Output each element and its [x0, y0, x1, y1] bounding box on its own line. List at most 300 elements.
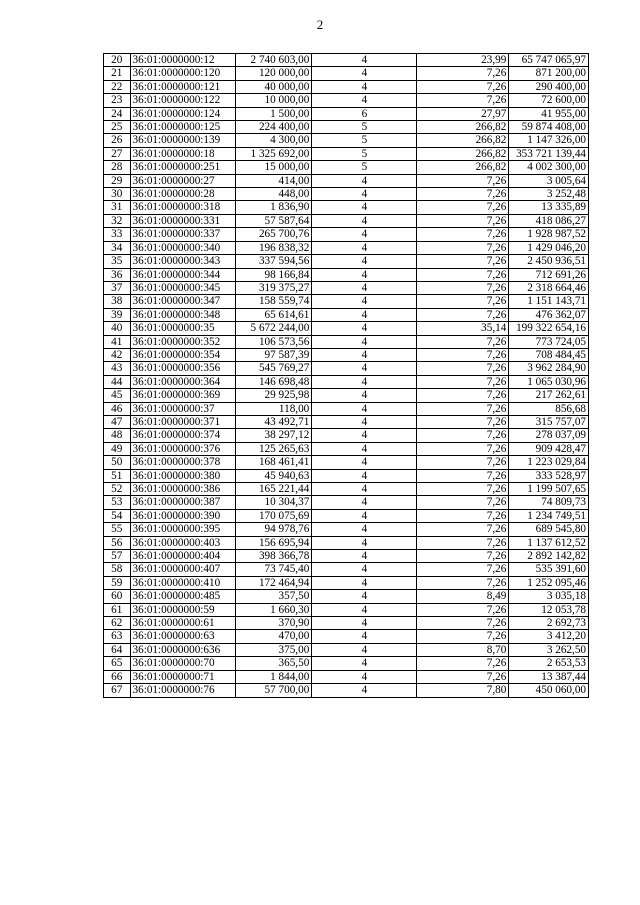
group-cell: 5: [312, 134, 417, 147]
specific-value-cell: 7,26: [417, 509, 509, 522]
cadastral-value-cell: 353 721 139,44: [509, 147, 589, 160]
cadastral-value-cell: 856,68: [509, 402, 589, 415]
group-cell: 4: [312, 563, 417, 576]
specific-value-cell: 7,26: [417, 563, 509, 576]
cadastral-number-cell: 36:01:0000000:348: [130, 308, 235, 321]
cadastral-number-cell: 36:01:0000000:61: [130, 617, 235, 630]
group-cell: 5: [312, 147, 417, 160]
cadastral-value-cell: 4 002 300,00: [509, 161, 589, 174]
group-cell: 4: [312, 67, 417, 80]
area-cell: 168 461,41: [235, 456, 312, 469]
table-row: [104, 121, 589, 134]
table-row: [104, 643, 589, 656]
specific-value-cell: 7,26: [417, 657, 509, 670]
area-cell: 38 297,12: [235, 429, 312, 442]
cadastral-value-cell: 1 252 095,46: [509, 576, 589, 589]
row-number-cell: 53: [104, 496, 131, 509]
table-row: [104, 630, 589, 643]
group-cell: 4: [312, 174, 417, 187]
table-row: [104, 670, 589, 683]
row-number-cell: 36: [104, 268, 131, 281]
table-body: [104, 54, 589, 698]
table-row: [104, 308, 589, 321]
row-number-cell: 39: [104, 308, 131, 321]
cadastral-value-cell: 1 137 612,52: [509, 536, 589, 549]
area-cell: 29 925,98: [235, 389, 312, 402]
specific-value-cell: 7,26: [417, 536, 509, 549]
cadastral-value-cell: 871 200,00: [509, 67, 589, 80]
cadastral-number-cell: 36:01:0000000:59: [130, 603, 235, 616]
row-number-cell: 40: [104, 322, 131, 335]
table-row: [104, 509, 589, 522]
row-number-cell: 28: [104, 161, 131, 174]
row-number-cell: 58: [104, 563, 131, 576]
row-number-cell: 50: [104, 456, 131, 469]
cadastral-value-cell: 2 692,73: [509, 617, 589, 630]
row-number-cell: 63: [104, 630, 131, 643]
cadastral-number-cell: 36:01:0000000:139: [130, 134, 235, 147]
area-cell: 97 587,39: [235, 348, 312, 361]
cadastral-number-cell: 36:01:0000000:331: [130, 214, 235, 227]
cadastral-value-cell: 773 724,05: [509, 335, 589, 348]
row-number-cell: 59: [104, 576, 131, 589]
area-cell: 470,00: [235, 630, 312, 643]
row-number-cell: 25: [104, 121, 131, 134]
cadastral-number-cell: 36:01:0000000:343: [130, 255, 235, 268]
cadastral-value-cell: 1 429 046,20: [509, 241, 589, 254]
cadastral-number-cell: 36:01:0000000:374: [130, 429, 235, 442]
cadastral-value-cell: 1 928 987,52: [509, 228, 589, 241]
cadastral-value-cell: 72 600,00: [509, 94, 589, 107]
row-number-cell: 29: [104, 174, 131, 187]
table-row: [104, 161, 589, 174]
cadastral-value-cell: 333 528,97: [509, 469, 589, 482]
group-cell: 5: [312, 161, 417, 174]
area-cell: 172 464,94: [235, 576, 312, 589]
group-cell: 4: [312, 429, 417, 442]
group-cell: 4: [312, 214, 417, 227]
table-row: [104, 281, 589, 294]
group-cell: 4: [312, 576, 417, 589]
area-cell: 118,00: [235, 402, 312, 415]
cadastral-value-cell: 59 874 408,00: [509, 121, 589, 134]
cadastral-value-cell: 418 086,27: [509, 214, 589, 227]
row-number-cell: 35: [104, 255, 131, 268]
specific-value-cell: 7,26: [417, 523, 509, 536]
cadastral-number-cell: 36:01:0000000:390: [130, 509, 235, 522]
area-cell: 156 695,94: [235, 536, 312, 549]
row-number-cell: 57: [104, 550, 131, 563]
row-number-cell: 22: [104, 80, 131, 93]
group-cell: 4: [312, 643, 417, 656]
area-cell: 545 769,27: [235, 362, 312, 375]
cadastral-value-cell: 290 400,00: [509, 80, 589, 93]
specific-value-cell: 7,26: [417, 241, 509, 254]
area-cell: 337 594,56: [235, 255, 312, 268]
cadastral-number-cell: 36:01:0000000:395: [130, 523, 235, 536]
cadastral-value-cell: 3 005,64: [509, 174, 589, 187]
specific-value-cell: 7,26: [417, 308, 509, 321]
table-row: [104, 442, 589, 455]
table-row: [104, 268, 589, 281]
cadastral-number-cell: 36:01:0000000:407: [130, 563, 235, 576]
area-cell: 57 587,64: [235, 214, 312, 227]
area-cell: 15 000,00: [235, 161, 312, 174]
cadastral-value-cell: 1 223 029,84: [509, 456, 589, 469]
specific-value-cell: 266,82: [417, 161, 509, 174]
group-cell: 4: [312, 335, 417, 348]
group-cell: 4: [312, 523, 417, 536]
table-row: [104, 201, 589, 214]
group-cell: 4: [312, 188, 417, 201]
row-number-cell: 64: [104, 643, 131, 656]
area-cell: 1 660,30: [235, 603, 312, 616]
group-cell: 4: [312, 603, 417, 616]
specific-value-cell: 7,26: [417, 389, 509, 402]
row-number-cell: 67: [104, 684, 131, 697]
specific-value-cell: 27,97: [417, 107, 509, 120]
specific-value-cell: 35,14: [417, 322, 509, 335]
table-row: [104, 255, 589, 268]
table-row: [104, 469, 589, 482]
row-number-cell: 33: [104, 228, 131, 241]
row-number-cell: 62: [104, 617, 131, 630]
specific-value-cell: 7,26: [417, 415, 509, 428]
area-cell: 120 000,00: [235, 67, 312, 80]
cadastral-number-cell: 36:01:0000000:28: [130, 188, 235, 201]
cadastral-value-cell: 3 035,18: [509, 590, 589, 603]
area-cell: 165 221,44: [235, 483, 312, 496]
specific-value-cell: 7,26: [417, 375, 509, 388]
specific-value-cell: 7,26: [417, 362, 509, 375]
cadastral-number-cell: 36:01:0000000:340: [130, 241, 235, 254]
row-number-cell: 32: [104, 214, 131, 227]
row-number-cell: 24: [104, 107, 131, 120]
specific-value-cell: 7,26: [417, 214, 509, 227]
table-row: [104, 67, 589, 80]
table-row: [104, 348, 589, 361]
table-row: [104, 576, 589, 589]
cadastral-value-cell: 2 318 664,46: [509, 281, 589, 294]
specific-value-cell: 7,80: [417, 684, 509, 697]
group-cell: 4: [312, 375, 417, 388]
table-row: [104, 483, 589, 496]
cadastral-number-cell: 36:01:0000000:352: [130, 335, 235, 348]
cadastral-number-cell: 36:01:0000000:404: [130, 550, 235, 563]
specific-value-cell: 7,26: [417, 67, 509, 80]
cadastral-value-cell: 13 387,44: [509, 670, 589, 683]
specific-value-cell: 7,26: [417, 188, 509, 201]
group-cell: 4: [312, 550, 417, 563]
area-cell: 370,90: [235, 617, 312, 630]
cadastral-number-cell: 36:01:0000000:387: [130, 496, 235, 509]
table-row: [104, 415, 589, 428]
cadastral-number-cell: 36:01:0000000:344: [130, 268, 235, 281]
cadastral-value-cell: 3 962 284,90: [509, 362, 589, 375]
cadastral-number-cell: 36:01:0000000:364: [130, 375, 235, 388]
group-cell: 4: [312, 496, 417, 509]
group-cell: 4: [312, 80, 417, 93]
cadastral-number-cell: 36:01:0000000:485: [130, 590, 235, 603]
cadastral-number-cell: 36:01:0000000:318: [130, 201, 235, 214]
cadastral-number-cell: 36:01:0000000:18: [130, 147, 235, 160]
specific-value-cell: 7,26: [417, 281, 509, 294]
group-cell: 4: [312, 241, 417, 254]
cadastral-value-cell: 1 065 030,96: [509, 375, 589, 388]
group-cell: 4: [312, 617, 417, 630]
area-cell: 40 000,00: [235, 80, 312, 93]
row-number-cell: 47: [104, 415, 131, 428]
group-cell: 4: [312, 630, 417, 643]
specific-value-cell: 7,26: [417, 201, 509, 214]
row-number-cell: 46: [104, 402, 131, 415]
area-cell: 224 400,00: [235, 121, 312, 134]
row-number-cell: 52: [104, 483, 131, 496]
row-number-cell: 51: [104, 469, 131, 482]
area-cell: 65 614,61: [235, 308, 312, 321]
row-number-cell: 42: [104, 348, 131, 361]
row-number-cell: 44: [104, 375, 131, 388]
cadastral-number-cell: 36:01:0000000:380: [130, 469, 235, 482]
row-number-cell: 21: [104, 67, 131, 80]
row-number-cell: 48: [104, 429, 131, 442]
row-number-cell: 55: [104, 523, 131, 536]
table-row: [104, 228, 589, 241]
cadastral-number-cell: 36:01:0000000:125: [130, 121, 235, 134]
area-cell: 357,50: [235, 590, 312, 603]
cadastral-value-cell: 2 892 142,82: [509, 550, 589, 563]
row-number-cell: 60: [104, 590, 131, 603]
cadastral-number-cell: 36:01:0000000:410: [130, 576, 235, 589]
cadastral-value-cell: 199 322 654,16: [509, 322, 589, 335]
specific-value-cell: 7,26: [417, 268, 509, 281]
cadastral-number-cell: 36:01:0000000:403: [130, 536, 235, 549]
table-row: [104, 657, 589, 670]
cadastral-number-cell: 36:01:0000000:120: [130, 67, 235, 80]
area-cell: 414,00: [235, 174, 312, 187]
group-cell: 4: [312, 456, 417, 469]
cadastral-value-cell: 450 060,00: [509, 684, 589, 697]
area-cell: 106 573,56: [235, 335, 312, 348]
cadastral-number-cell: 36:01:0000000:371: [130, 415, 235, 428]
cadastral-value-cell: 689 545,80: [509, 523, 589, 536]
specific-value-cell: 7,26: [417, 295, 509, 308]
row-number-cell: 54: [104, 509, 131, 522]
row-number-cell: 30: [104, 188, 131, 201]
cadastral-number-cell: 36:01:0000000:251: [130, 161, 235, 174]
area-cell: 365,50: [235, 657, 312, 670]
group-cell: 4: [312, 54, 417, 67]
area-cell: 146 698,48: [235, 375, 312, 388]
table-row: [104, 523, 589, 536]
cadastral-number-cell: 36:01:0000000:345: [130, 281, 235, 294]
table-row: [104, 188, 589, 201]
area-cell: 125 265,63: [235, 442, 312, 455]
table-row: [104, 496, 589, 509]
specific-value-cell: 8,70: [417, 643, 509, 656]
cadastral-value-cell: 65 747 065,97: [509, 54, 589, 67]
specific-value-cell: 23,99: [417, 54, 509, 67]
group-cell: 4: [312, 657, 417, 670]
table-row: [104, 362, 589, 375]
group-cell: 4: [312, 590, 417, 603]
table-row: [104, 322, 589, 335]
area-cell: 10 304,37: [235, 496, 312, 509]
cadastral-value-cell: 315 757,07: [509, 415, 589, 428]
specific-value-cell: 7,26: [417, 456, 509, 469]
row-number-cell: 34: [104, 241, 131, 254]
group-cell: 4: [312, 483, 417, 496]
area-cell: 10 000,00: [235, 94, 312, 107]
row-number-cell: 43: [104, 362, 131, 375]
table-row: [104, 389, 589, 402]
group-cell: 4: [312, 255, 417, 268]
row-number-cell: 45: [104, 389, 131, 402]
table-row: [104, 375, 589, 388]
group-cell: 4: [312, 348, 417, 361]
cadastral-number-cell: 36:01:0000000:70: [130, 657, 235, 670]
group-cell: 4: [312, 362, 417, 375]
area-cell: 4 300,00: [235, 134, 312, 147]
specific-value-cell: 7,26: [417, 483, 509, 496]
table-row: [104, 603, 589, 616]
cadastral-value-cell: 535 391,60: [509, 563, 589, 576]
group-cell: 4: [312, 469, 417, 482]
specific-value-cell: 7,26: [417, 335, 509, 348]
area-cell: 1 325 692,00: [235, 147, 312, 160]
table-row: [104, 456, 589, 469]
row-number-cell: 56: [104, 536, 131, 549]
area-cell: 1 836,90: [235, 201, 312, 214]
cadastral-value-cell: 13 335,89: [509, 201, 589, 214]
row-number-cell: 27: [104, 147, 131, 160]
group-cell: 6: [312, 107, 417, 120]
group-cell: 4: [312, 442, 417, 455]
area-cell: 448,00: [235, 188, 312, 201]
specific-value-cell: 7,26: [417, 630, 509, 643]
cadastral-number-cell: 36:01:0000000:636: [130, 643, 235, 656]
cadastral-number-cell: 36:01:0000000:354: [130, 348, 235, 361]
area-cell: 196 838,32: [235, 241, 312, 254]
group-cell: 4: [312, 281, 417, 294]
cadastral-number-cell: 36:01:0000000:124: [130, 107, 235, 120]
group-cell: 4: [312, 94, 417, 107]
area-cell: 2 740 603,00: [235, 54, 312, 67]
row-number-cell: 26: [104, 134, 131, 147]
table-row: [104, 241, 589, 254]
cadastral-number-cell: 36:01:0000000:71: [130, 670, 235, 683]
area-cell: 265 700,76: [235, 228, 312, 241]
group-cell: 4: [312, 402, 417, 415]
area-cell: 57 700,00: [235, 684, 312, 697]
cadastral-value-cell: 708 484,45: [509, 348, 589, 361]
cadastral-value-cell: 74 809,73: [509, 496, 589, 509]
group-cell: 5: [312, 121, 417, 134]
area-cell: 375,00: [235, 643, 312, 656]
group-cell: 4: [312, 201, 417, 214]
area-cell: 170 075,69: [235, 509, 312, 522]
area-cell: 45 940,63: [235, 469, 312, 482]
table-row: [104, 590, 589, 603]
cadastral-number-cell: 36:01:0000000:63: [130, 630, 235, 643]
table-row: [104, 134, 589, 147]
table-row: [104, 536, 589, 549]
table-row: [104, 402, 589, 415]
cadastral-value-cell: 3 412,20: [509, 630, 589, 643]
cadastral-number-cell: 36:01:0000000:386: [130, 483, 235, 496]
row-number-cell: 20: [104, 54, 131, 67]
table-row: [104, 174, 589, 187]
row-number-cell: 31: [104, 201, 131, 214]
area-cell: 398 366,78: [235, 550, 312, 563]
cadastral-number-cell: 36:01:0000000:378: [130, 456, 235, 469]
area-cell: 319 375,27: [235, 281, 312, 294]
row-number-cell: 37: [104, 281, 131, 294]
specific-value-cell: 7,26: [417, 496, 509, 509]
specific-value-cell: 7,26: [417, 576, 509, 589]
area-cell: 94 978,76: [235, 523, 312, 536]
cadastral-value-cell: 278 037,09: [509, 429, 589, 442]
cadastral-value-cell: 2 450 936,51: [509, 255, 589, 268]
specific-value-cell: 7,26: [417, 94, 509, 107]
group-cell: 4: [312, 684, 417, 697]
group-cell: 4: [312, 415, 417, 428]
area-cell: 158 559,74: [235, 295, 312, 308]
specific-value-cell: 7,26: [417, 348, 509, 361]
specific-value-cell: 266,82: [417, 121, 509, 134]
cadastral-value-cell: 1 151 143,71: [509, 295, 589, 308]
cadastral-value-cell: 1 234 749,51: [509, 509, 589, 522]
area-cell: 1 844,00: [235, 670, 312, 683]
cadastral-number-cell: 36:01:0000000:121: [130, 80, 235, 93]
row-number-cell: 66: [104, 670, 131, 683]
cadastral-number-cell: 36:01:0000000:347: [130, 295, 235, 308]
area-cell: 1 500,00: [235, 107, 312, 120]
row-number-cell: 61: [104, 603, 131, 616]
group-cell: 4: [312, 295, 417, 308]
cadastral-number-cell: 36:01:0000000:76: [130, 684, 235, 697]
specific-value-cell: 7,26: [417, 255, 509, 268]
cadastral-number-cell: 36:01:0000000:35: [130, 322, 235, 335]
cadastral-value-cell: 1 147 326,00: [509, 134, 589, 147]
table-row: [104, 563, 589, 576]
cadastral-number-cell: 36:01:0000000:37: [130, 402, 235, 415]
cadastral-number-cell: 36:01:0000000:27: [130, 174, 235, 187]
row-number-cell: 65: [104, 657, 131, 670]
group-cell: 4: [312, 536, 417, 549]
specific-value-cell: 7,26: [417, 617, 509, 630]
cadastral-number-cell: 36:01:0000000:376: [130, 442, 235, 455]
specific-value-cell: 7,26: [417, 80, 509, 93]
cadastral-value-table: [103, 53, 589, 698]
table-row: [104, 94, 589, 107]
table-row: [104, 335, 589, 348]
cadastral-value-cell: 909 428,47: [509, 442, 589, 455]
group-cell: 4: [312, 268, 417, 281]
cadastral-number-cell: 36:01:0000000:12: [130, 54, 235, 67]
cadastral-value-cell: 2 653,53: [509, 657, 589, 670]
cadastral-number-cell: 36:01:0000000:337: [130, 228, 235, 241]
table-row: [104, 147, 589, 160]
table-row: [104, 107, 589, 120]
group-cell: 4: [312, 389, 417, 402]
table-row: [104, 54, 589, 67]
group-cell: 4: [312, 228, 417, 241]
specific-value-cell: 7,26: [417, 550, 509, 563]
specific-value-cell: 7,26: [417, 603, 509, 616]
group-cell: 4: [312, 670, 417, 683]
specific-value-cell: 266,82: [417, 147, 509, 160]
